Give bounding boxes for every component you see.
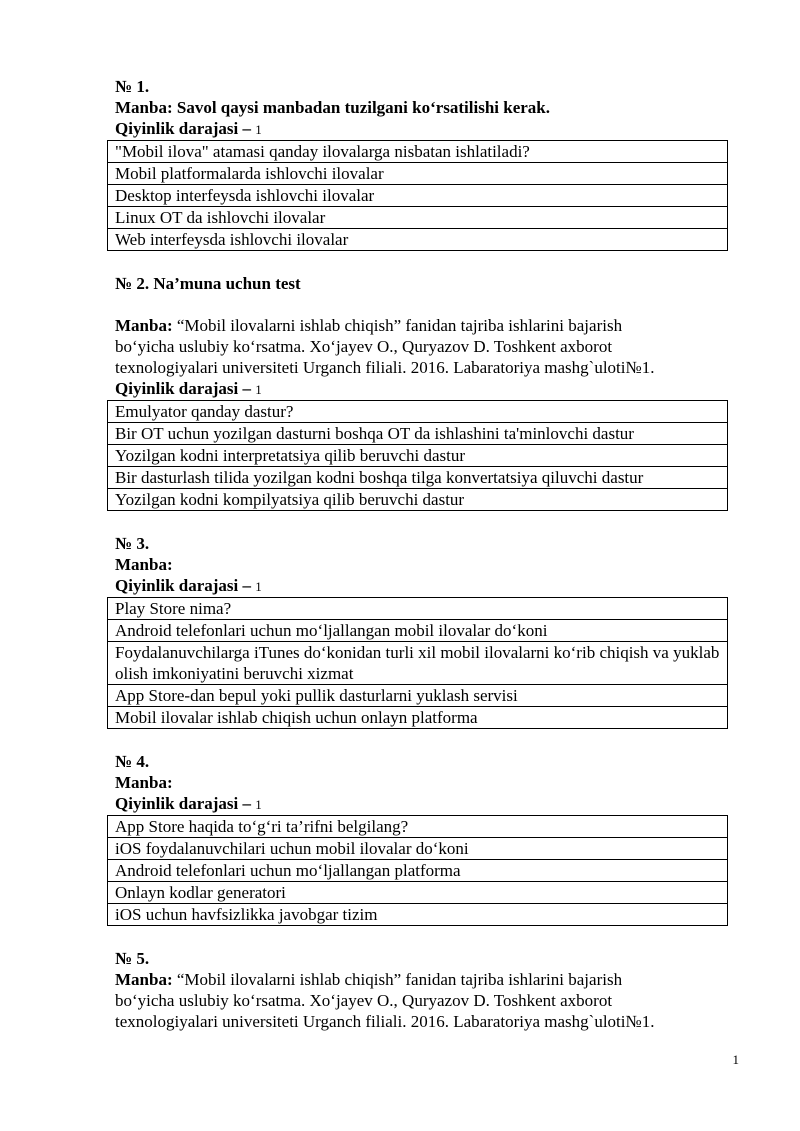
question-table <box>107 815 728 926</box>
answer-option: Web interfeysda ishlovchi ilovalar <box>108 229 728 251</box>
spacer <box>115 294 735 315</box>
question-5 <box>115 948 735 1032</box>
source-line-continued: texnologiyalari universiteti Urganch filiali. 2016. Labaratoriya mashg`uloti№1. <box>115 1012 655 1031</box>
question-table <box>107 597 728 729</box>
answer-option: Linux OT da ishlovchi ilovalar <box>108 207 728 229</box>
difficulty-value: 1 <box>255 579 262 594</box>
answer-option: Mobil ilovalar ishlab chiqish uchun onlayn platforma <box>108 707 728 729</box>
spacer <box>115 511 735 533</box>
difficulty-line <box>115 118 735 140</box>
source-label: Manba: <box>115 773 173 792</box>
spacer <box>115 251 735 273</box>
source-label: Manba: <box>115 98 173 117</box>
difficulty-line <box>115 575 735 597</box>
question-row <box>108 141 728 163</box>
answer-row <box>108 882 728 904</box>
answer-row <box>108 860 728 882</box>
difficulty-label: Qiyinlik darajasi – <box>115 576 256 595</box>
answer-row <box>108 445 728 467</box>
difficulty-line <box>115 793 735 815</box>
source-text: Savol qaysi manbadan tuzilgani ko‘rsatilishi kerak. <box>172 98 551 117</box>
source-line-continued: bo‘yicha uslubiy ko‘rsatma. Xo‘jayev O., Quryazov D. Toshkent axborot <box>115 991 613 1010</box>
source-label: Manba: <box>115 970 173 989</box>
answer-row <box>108 207 728 229</box>
answer-row <box>108 423 728 445</box>
question-3 <box>115 533 735 729</box>
answer-correct: Android telefonlari uchun mo‘ljallangan mobil ilovalar do‘koni <box>108 620 728 642</box>
question-row <box>108 401 728 423</box>
difficulty-label: Qiyinlik darajasi – <box>115 379 256 398</box>
source-line-continued: bo‘yicha uslubiy ko‘rsatma. Xo‘jayev O., Quryazov D. Toshkent axborot <box>115 337 613 356</box>
answer-row <box>108 185 728 207</box>
question-1 <box>115 76 735 251</box>
source-line <box>115 97 735 118</box>
question-table <box>107 400 728 511</box>
question-text: Play Store nima? <box>108 598 728 620</box>
difficulty-label: Qiyinlik darajasi – <box>115 794 256 813</box>
question-number: № 1. <box>115 77 150 96</box>
difficulty-line <box>115 378 735 400</box>
question-number: № 2. Na’muna uchun test <box>115 274 301 293</box>
source-line <box>115 315 735 336</box>
question-number: № 3. <box>115 534 150 553</box>
spacer <box>115 926 735 948</box>
source-label: Manba: <box>115 316 173 335</box>
question-table <box>107 140 728 251</box>
answer-row <box>108 685 728 707</box>
answer-option: Android telefonlari uchun mo‘ljallangan platforma <box>108 860 728 882</box>
answer-row <box>108 707 728 729</box>
question-2 <box>115 273 735 511</box>
source-text: “Mobil ilovalarni ishlab chiqish” fanidan tajriba ishlarini bajarish <box>172 316 623 335</box>
difficulty-value: 1 <box>255 382 262 397</box>
answer-option: Foydalanuvchilarga iTunes do‘konidan turli xil mobil ilovalarni ko‘rib chiqish va yuklab olish imkoniyatini beruvchi xizmat <box>108 642 728 685</box>
answer-row <box>108 467 728 489</box>
question-4 <box>115 751 735 926</box>
answer-row <box>108 163 728 185</box>
difficulty-label: Qiyinlik darajasi – <box>115 119 256 138</box>
answer-correct: Bir OT uchun yozilgan dasturni boshqa OT da ishlashini ta'minlovchi dastur <box>108 423 728 445</box>
answer-option: Bir dasturlash tilida yozilgan kodni boshqa tilga konvertatsiya qiluvchi dastur <box>108 467 728 489</box>
question-row <box>108 598 728 620</box>
source-label: Manba: <box>115 555 173 574</box>
source-text: “Mobil ilovalarni ishlab chiqish” fanidan tajriba ishlarini bajarish <box>172 970 623 989</box>
question-row <box>108 816 728 838</box>
answer-row <box>108 904 728 926</box>
answer-option: App Store-dan bepul yoki pullik dasturlarni yuklash servisi <box>108 685 728 707</box>
page-number: 1 <box>732 1052 739 1067</box>
answer-row <box>108 620 728 642</box>
source-line <box>115 969 735 990</box>
question-text: App Store haqida to‘g‘ri ta’rifni belgilang? <box>108 816 728 838</box>
answer-option: Desktop interfeysda ishlovchi ilovalar <box>108 185 728 207</box>
answer-row <box>108 229 728 251</box>
question-number: № 5. <box>115 949 150 968</box>
answer-option: Onlayn kodlar generatori <box>108 882 728 904</box>
answer-correct: iOS foydalanuvchilari uchun mobil ilovalar do‘koni <box>108 838 728 860</box>
question-text: Emulyator qanday dastur? <box>108 401 728 423</box>
spacer <box>115 729 735 751</box>
answer-row <box>108 489 728 511</box>
answer-correct: Mobil platformalarda ishlovchi ilovalar <box>108 163 728 185</box>
answer-option: Yozilgan kodni kompilyatsiya qilib beruvchi dastur <box>108 489 728 511</box>
difficulty-value: 1 <box>255 122 262 137</box>
answer-row <box>108 642 728 685</box>
document-page <box>115 76 735 1032</box>
question-number: № 4. <box>115 752 150 771</box>
question-text: "Mobil ilova" atamasi qanday ilovalarga nisbatan ishlatiladi? <box>108 141 728 163</box>
answer-option: iOS uchun havfsizlikka javobgar tizim <box>108 904 728 926</box>
answer-row <box>108 838 728 860</box>
source-line-continued: texnologiyalari universiteti Urganch filiali. 2016. Labaratoriya mashg`uloti№1. <box>115 358 655 377</box>
difficulty-value: 1 <box>255 797 262 812</box>
answer-option: Yozilgan kodni interpretatsiya qilib beruvchi dastur <box>108 445 728 467</box>
